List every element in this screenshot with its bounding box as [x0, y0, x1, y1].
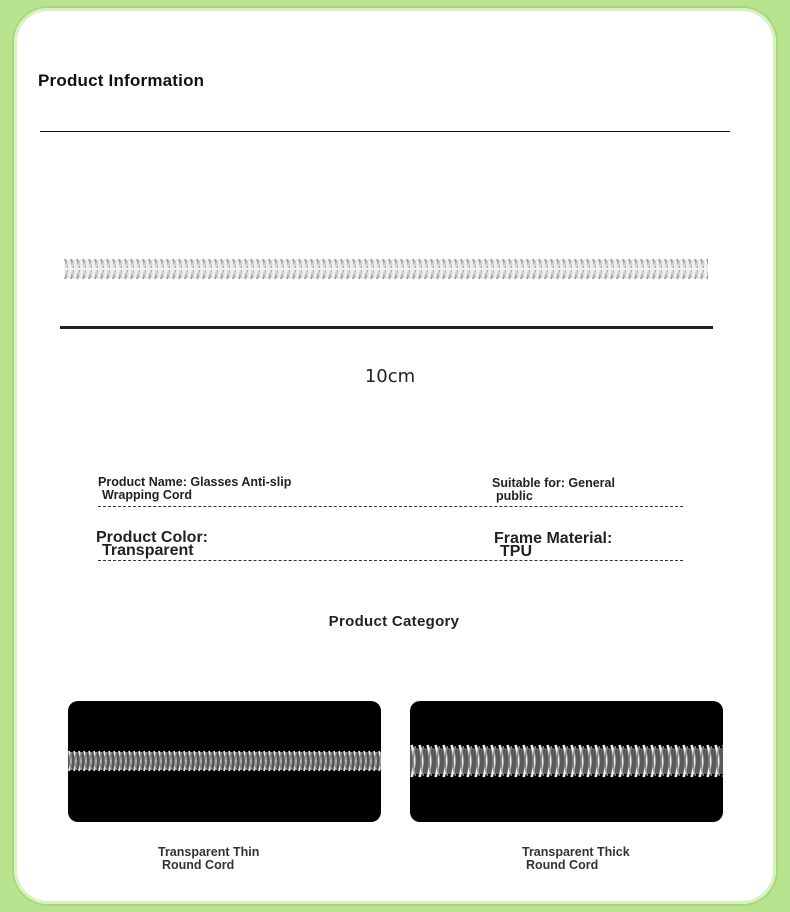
thin-cord-graphic [68, 746, 381, 776]
cord-image [64, 256, 708, 282]
section-heading: Product Information [38, 71, 205, 90]
heading-divider [40, 131, 730, 132]
thick-cord-graphic [410, 740, 723, 782]
category-title: Product Category [328, 613, 460, 630]
product-name-line1: Product Name: Glasses Anti-slip [98, 475, 292, 489]
product-name-line2: Wrapping Cord [102, 487, 193, 502]
suitable-for [492, 477, 712, 502]
frame-material-line2: TPU [500, 543, 532, 560]
suitable-for-line2: public [496, 488, 533, 503]
suitable-for-line1: Suitable for: General [492, 476, 615, 490]
thin-cord-caption [158, 846, 358, 871]
thin-cord-caption-line1: Transparent Thin [158, 845, 260, 859]
thin-cord-image [68, 701, 381, 822]
thick-cord-caption [522, 846, 722, 871]
product-name [98, 476, 418, 501]
product-color-line2: Transparent [102, 542, 194, 559]
thick-cord-image [410, 701, 723, 822]
frame-material [494, 531, 714, 560]
frame-material-line1: Frame Material: [494, 530, 613, 547]
product-color-line1: Product Color: [96, 529, 208, 546]
thick-cord-caption-line1: Transparent Thick [522, 845, 630, 859]
thick-cord-caption-line2: Round Cord [526, 857, 599, 872]
thin-cord-caption-line2: Round Cord [162, 857, 235, 872]
product-color [96, 530, 356, 559]
dashed-divider [98, 506, 683, 507]
measurement-line [60, 326, 713, 329]
measurement-label: 10cm [364, 366, 416, 387]
dashed-divider [98, 560, 683, 561]
